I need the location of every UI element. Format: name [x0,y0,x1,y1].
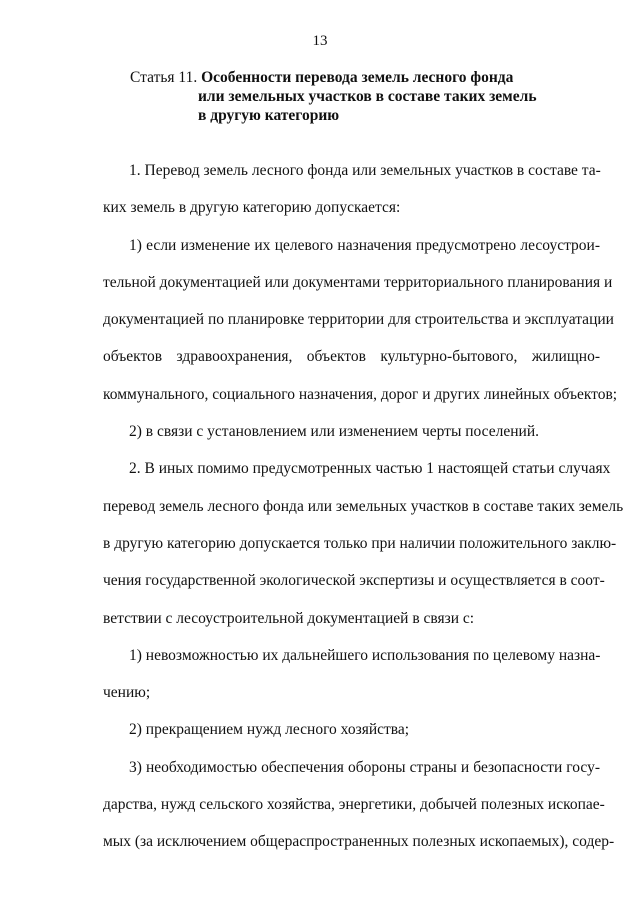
text-line: объектов здравоохранения, объектов культурно-бытового, жилищно- [103,348,600,366]
text-line: 2) в связи с установлением или изменением черты поселений. [129,423,540,441]
article-title-line: в другую категорию [198,107,340,124]
text-line: 1) если изменение их целевого назначения предусмотрено лесоустрои- [129,236,600,254]
text-line: в другую категорию допускается только при наличии положительного заклю- [103,534,617,552]
text-line: коммунального, социального назначения, дорог и других линейных объектов; [103,385,618,403]
text-line: ветствии с лесоустроительной документацией в связи с: [103,609,475,627]
text-line: дарства, нужд сельского хозяйства, энергетики, добычей полезных ископае- [103,796,605,814]
text-line: чению; [103,684,151,702]
text-line: 1. Перевод земель лесного фонда или земельных участков в составе та- [129,162,601,179]
article-heading-line-1 [130,68,550,87]
article-heading [130,68,550,125]
text-line: перевод земель лесного фонда или земельных участков в составе таких земель [103,497,624,515]
text-line: тельной документацией или документами территориального планирования и [103,273,613,291]
article-title-line: или земельных участков в составе таких земель [198,88,537,105]
text-line: 1) невозможностью их дальнейшего использования по целевому назна- [129,646,601,664]
text-line: 2. В иных помимо предусмотренных частью 1 настоящей статьи случаях [129,460,611,478]
text-line: 3) необходимостью обеспечения обороны страны и безопасности госу- [129,758,600,776]
text-line: ких земель в другую категорию допускается: [103,199,401,217]
article-body [103,152,624,861]
text-line: документацией по планировке территории для строительства и эксплуатации [103,311,614,329]
text-line: мых (за исключением общераспространенных полезных ископаемых), содер- [103,833,615,851]
page-number: 13 [312,33,328,49]
text-line: чения государственной экологической экспертизы и осуществляется в соот- [103,572,605,590]
article-title-line: Особенности перевода земель лесного фонда [201,69,514,86]
article-number: Статья 11. [130,69,198,86]
text-line: 2) прекращением нужд лесного хозяйства; [129,721,410,739]
